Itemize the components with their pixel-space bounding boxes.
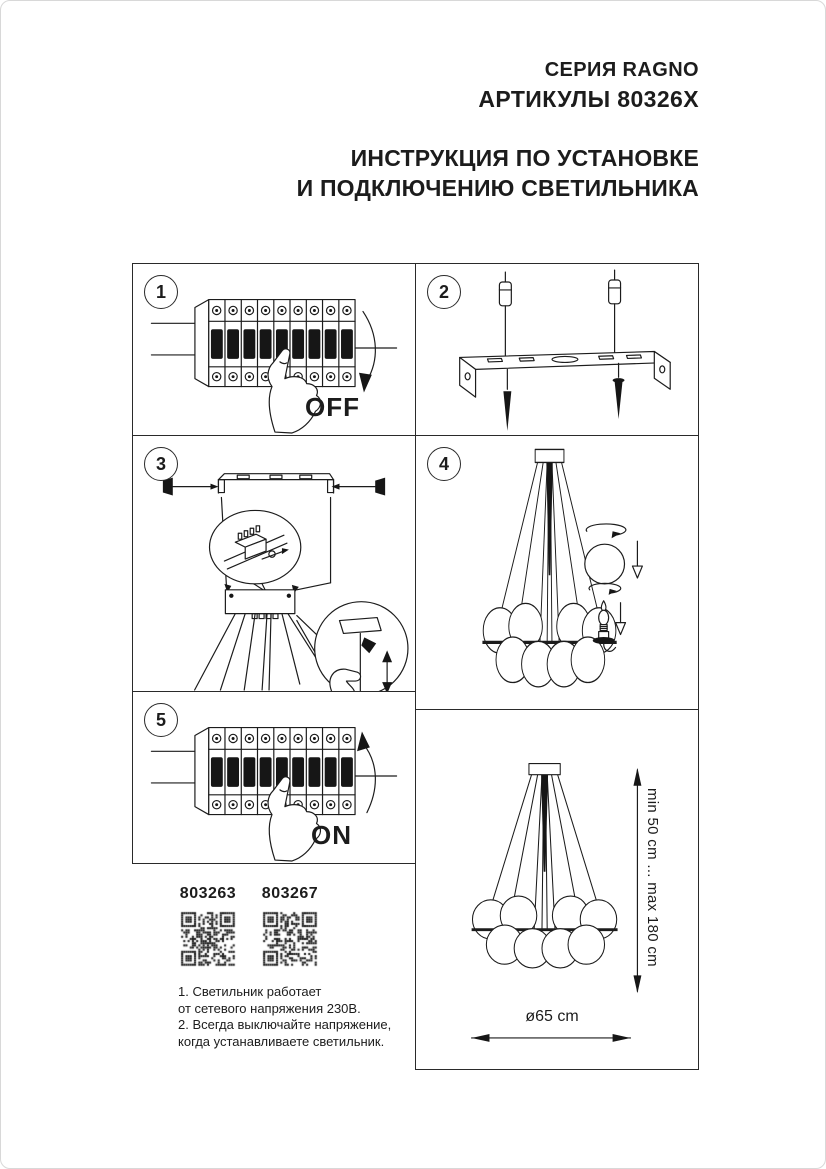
screw-icon	[163, 478, 219, 496]
candle-bulb-icon	[599, 601, 609, 631]
screw-icon	[332, 478, 386, 496]
bracket-icon	[218, 474, 333, 494]
product-column	[260, 885, 320, 968]
main-title-line2: И ПОДКЛЮЧЕНИЮ СВЕТИЛЬНИКА	[296, 175, 699, 201]
screw-icon	[503, 369, 511, 431]
product-code: 803267	[261, 885, 319, 902]
dimensions-panel	[415, 709, 699, 1070]
qr-code	[179, 910, 237, 968]
diameter-dimension-arrow	[472, 1034, 631, 1042]
terminal-block-detail	[210, 510, 301, 591]
safety-notes	[132, 984, 416, 1050]
screw-icon	[613, 363, 625, 419]
arrow-down-icon	[616, 603, 626, 635]
height-dimension-arrow	[633, 768, 641, 993]
glass-globe-icon	[585, 544, 625, 584]
wall-anchor-icon	[609, 270, 621, 353]
arrow-down-icon	[632, 541, 642, 578]
step-panel-5	[132, 691, 416, 864]
product-code: 803263	[179, 885, 237, 902]
product-qr-section	[132, 885, 416, 1050]
canopy-wiring-illustration	[133, 436, 415, 691]
diameter-label: ø65 cm	[525, 1008, 579, 1025]
step-number-badge: 5	[144, 703, 178, 737]
step-number-badge: 2	[427, 275, 461, 309]
rotate-icon	[586, 524, 626, 538]
note-line: от сетевого напряжения 230В.	[178, 1000, 361, 1016]
arrow-up-icon	[357, 732, 375, 813]
step-number-badge: 1	[144, 275, 178, 309]
main-title-line1: ИНСТРУКЦИЯ ПО УСТАНОВКЕ	[350, 145, 699, 171]
note-line: когда устанавливаете светильник.	[178, 1033, 385, 1049]
bracket-icon	[460, 351, 671, 397]
step-panel-2	[415, 263, 699, 436]
main-title	[297, 143, 699, 203]
chandelier-assembly-illustration	[416, 436, 698, 709]
step-panel-1	[132, 263, 416, 436]
cables	[195, 614, 328, 690]
off-label: OFF	[305, 392, 360, 422]
wall-anchor-icon	[499, 272, 511, 356]
articles-title: АРТИКУЛЫ 80326X	[478, 86, 699, 112]
cable-lock-detail	[315, 602, 408, 691]
note-line: 2. Всегда выключайте напряжение,	[178, 1017, 392, 1032]
step-number-badge: 3	[144, 447, 178, 481]
step-panel-3	[132, 435, 416, 692]
arrow-down-icon	[359, 311, 375, 392]
product-column	[178, 885, 238, 968]
qr-code	[261, 910, 319, 968]
step-panel-4	[415, 435, 699, 710]
note-line: 1. Светильник работает	[178, 984, 322, 999]
step-number-badge: 4	[427, 447, 461, 481]
on-label: ON	[311, 820, 352, 850]
series-title: СЕРИЯ RAGNO	[544, 59, 699, 81]
canopy-icon	[225, 590, 294, 619]
height-range-label: min 50 cm ... max 180 cm	[644, 788, 661, 967]
